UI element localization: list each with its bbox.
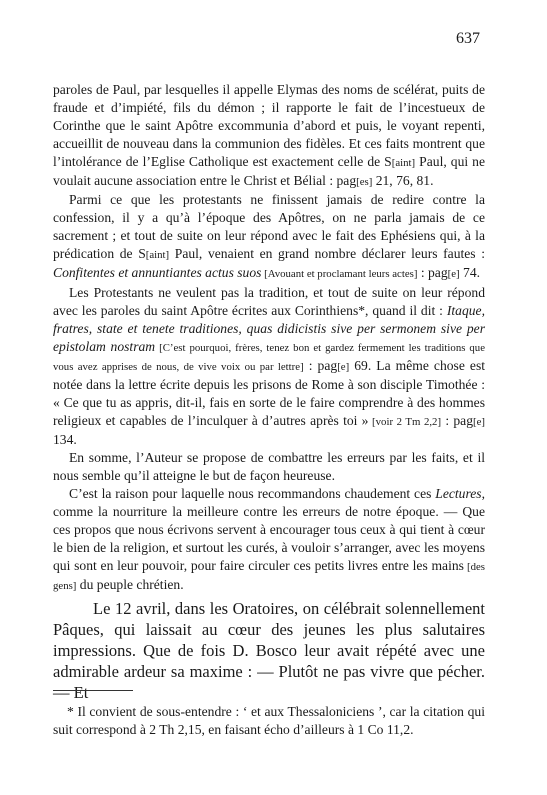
paragraph-4: En somme, l’Auteur se propose de combattre les erreurs par les faits, et il nous semble qu’il atteigne le but de façon heureuse. (53, 449, 485, 483)
paragraph-1: paroles de Paul, par lesquelles il appelle Elymas des noms de scélérat, puits de fraude et d’impiété, fils du démon ; il rapporte le fait de l’incestueux de Corinthe que le saint Apôtre excommunia d’abord et puis, le voyant repenti, accueillit de nouveau dans la communion des fidèles. Et ces faits montrent que l’intolérance de l’Eglise Catholique est exactement celle de S[aint] Paul, qui ne voulait aucune association entre le Christ et Bélial : pag[es] 21, 76, 81. (53, 82, 486, 189)
quoted-review (53, 81, 485, 595)
footnote: * Il convient de sous-entendre : ‘ et aux Thessaloniciens ’, car la citation qui suit correspond à 2 Th 2,15, en faisant écho d’ailleurs à 1 Co 11,2. (53, 704, 485, 737)
narrative-paragraph: Le 12 avril, dans les Oratoires, on célébrait solennellement Pâques, qui laissait au cœur des jeunes les plus salutaires impressions. Que de fois D. Bosco leur avait répété avec une admirable ardeur sa maxime : — Plutôt ne pas vivre que pécher. — Et (53, 599, 485, 702)
paragraph-5: C’est la raison pour laquelle nous recommandons chaudement ces Lectures, comme la nourriture la meilleure contre les erreurs de notre époque. — Que ces propos que nous écrivons servent à encourager tous ceux à qui tient à cœur le bien de la religion, et surtout les curés, à vouloir s’arranger, avec les moyens qui sont en leur pouvoir, pour faire circuler ces petits livres entre les mains [des gens] du peuple chrétien. (53, 486, 486, 593)
page-number: 637 (456, 30, 480, 47)
footnote-divider (53, 690, 133, 691)
paragraph-3: Les Protestants ne veulent pas la tradition, et tout de suite on leur répond avec les paroles du saint Apôtre écrites aux Corinthiens*, quand il dit : Itaque, fratres, state et tenete traditiones, quas didicistis sive per sermonem sive per epistolam nostram [C’est pourquoi, frères, tenez bon et gardez fermement les traditions que vous avez apprises de nous, de vive voix ou par lettre] : pag[e] 69. La même chose est notée dans la lettre écrite depuis les prisons de Rome à son disciple Timothée : « Ce que tu as appris, dit-il, fais en sorte de le faire comprendre à des hommes religieux et capables de l’inculquer à d’autres après toi » [voir 2 Tm 2,2] : pag[e] 134. (53, 284, 486, 447)
paragraph-2: Parmi ce que les protestants ne finissent jamais de redire contre la confession, il y a qu’à l’époque des Apôtres, on ne parla jamais de ce sacrement ; et tout de suite on leur répond avec le fait des Ephésiens qui, à la prédication de S[aint] Paul, venaient en grand nombre déclarer leurs fautes : Confitentes et annuntiantes actus suos [Avouant et proclamant leurs actes] : pag[e] 74. (53, 192, 485, 281)
